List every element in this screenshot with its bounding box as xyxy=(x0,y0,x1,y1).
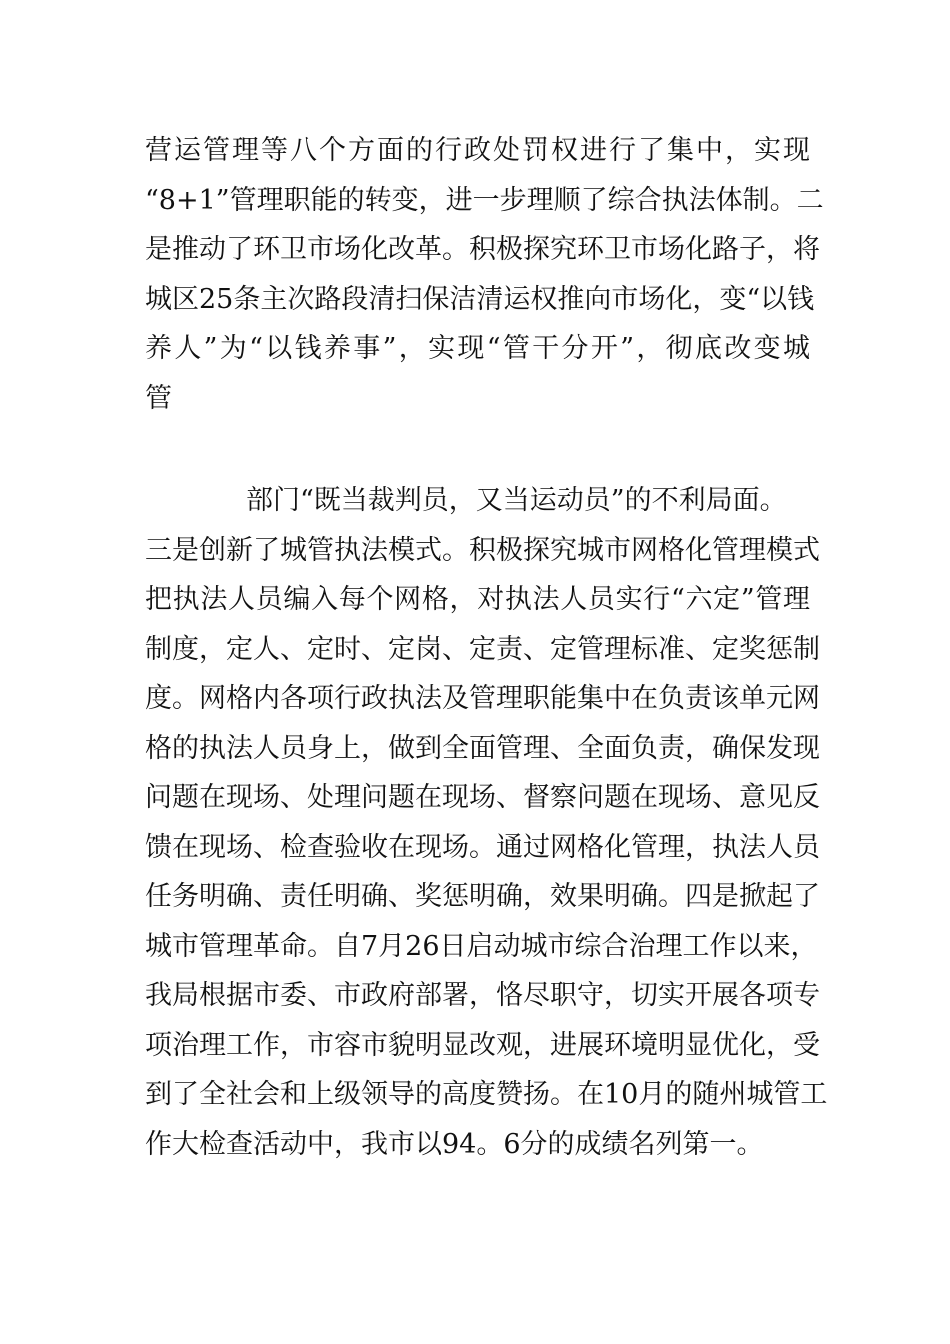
text-line: 我局根据市委、市政府部署，恪尽职守，切实开展各项专 xyxy=(145,980,820,1011)
text-line: 三是创新了城管执法模式。积极探究城市网格化管理模式 xyxy=(145,534,820,566)
text-line: 营运管理等八个方面的行政处罚权进行了集中，实现 xyxy=(145,135,810,166)
text-line: 制度，定人、定时、定岗、定责、定管理标准、定奖惩制 xyxy=(145,633,820,665)
text-line: “8+1”管理职能的转变，进一步理顺了综合执法体制。二 xyxy=(145,184,824,216)
text-line: 城区25条主次路段清扫保洁清运权推向市场化，变“以钱 xyxy=(145,283,815,315)
text-line: 到了全社会和上级领导的高度赞扬。在10月的随州城管工 xyxy=(145,1079,828,1110)
text-line: 格的执法人员身上，做到全面管理、全面负责，确保发现 xyxy=(145,732,820,764)
paragraph-block-1 xyxy=(145,126,824,423)
text-line: 问题在现场、处理问题在现场、督察问题在现场、意见反 xyxy=(145,782,820,813)
text-line: 是推动了环卫市场化改革。积极探究环卫市场化路子，将 xyxy=(145,234,820,265)
text-line: 任务明确、责任明确、奖惩明确，效果明确。四是掀起了 xyxy=(145,881,820,912)
text-line: 管 xyxy=(145,382,172,414)
paragraph-block-2 xyxy=(145,476,828,1169)
text-line: 度。网格内各项行政执法及管理职能集中在负责该单元网 xyxy=(145,683,820,714)
text-line: 把执法人员编入每个网格，对执法人员实行“六定”管理 xyxy=(145,584,810,615)
text-line: 城市管理革命。自7月26日启动城市综合治理工作以来， xyxy=(145,930,818,962)
text-line: 项治理工作，市容市貌明显改观，进展环境明显优化，受 xyxy=(145,1029,820,1061)
text-line: 作大检查活动中，我市以94。6分的成绩名列第一。 xyxy=(145,1128,764,1160)
text-line: 馈在现场、检查验收在现场。通过网格化管理，执法人员 xyxy=(145,831,820,863)
text-line: 部门“既当裁判员，又当运动员”的不利局面。 xyxy=(246,485,787,516)
text-line: 养人”为“以钱养事”，实现“管干分开”，彻底改变城 xyxy=(145,333,810,364)
